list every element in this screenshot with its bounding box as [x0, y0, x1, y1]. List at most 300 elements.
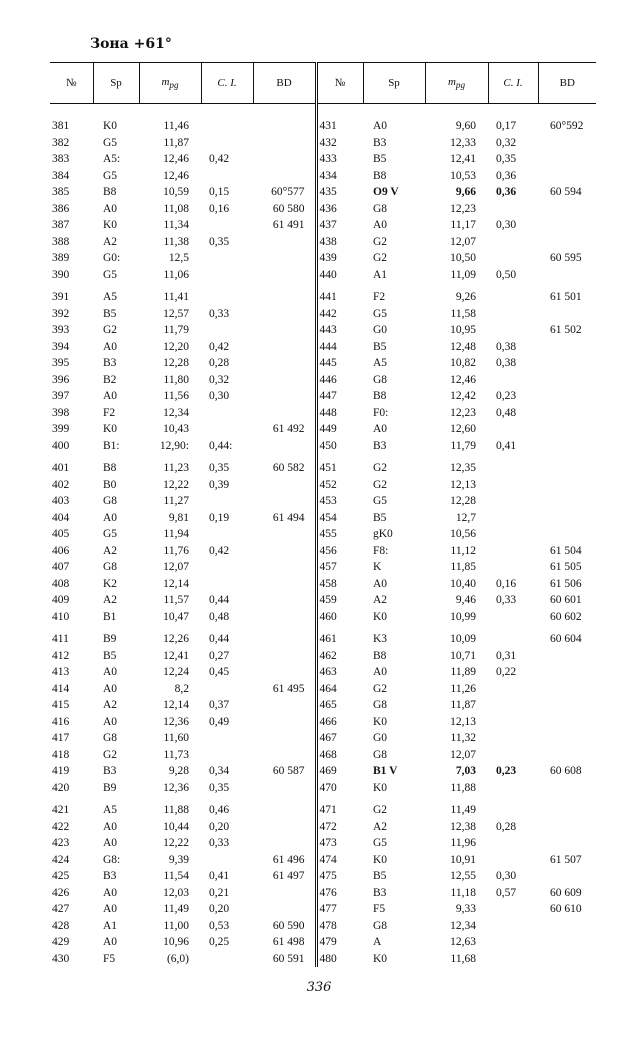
right-spectral-type: A1: [373, 268, 388, 281]
right-spectral-type: G8: [373, 748, 388, 761]
right-spectral-type: G0: [373, 324, 388, 336]
table-row: [50, 697, 596, 714]
magnitude: 9,81: [168, 511, 189, 524]
right-magnitude: 12,35: [450, 462, 476, 474]
color-index: [201, 250, 253, 267]
color-index: 0,16: [209, 202, 230, 215]
right-color-index: 0,30: [496, 870, 517, 882]
color-index: 0,44: [209, 633, 230, 645]
bd-number: 61 497: [272, 870, 305, 882]
table-row: [50, 201, 596, 218]
right-magnitude: 10,91: [450, 853, 476, 866]
magnitude: 10,96: [163, 936, 189, 948]
right-color-index: [488, 625, 538, 648]
magnitude: 11,08: [163, 202, 189, 215]
right-color-index: 0,38: [496, 357, 517, 369]
right-row-number: 473: [316, 835, 363, 852]
table-row: [50, 763, 596, 780]
magnitude: 11,23: [163, 462, 189, 474]
magnitude: 12,14: [163, 699, 189, 711]
right-color-index: [488, 201, 538, 218]
color-index: [201, 681, 253, 698]
right-color-index: [488, 697, 538, 714]
table-row: [50, 184, 596, 201]
row-number: 415: [52, 699, 70, 711]
row-number: 389: [52, 252, 70, 264]
color-index: 0,42: [209, 340, 230, 353]
spectral-type: B5: [103, 649, 117, 662]
right-row-number: 441: [316, 283, 363, 306]
right-magnitude: 11,96: [450, 837, 476, 849]
right-spectral-type: K0: [373, 952, 388, 965]
right-color-index: [488, 835, 538, 852]
table-row: [50, 835, 596, 852]
magnitude: 12,34: [163, 406, 189, 419]
right-spectral-type: F2: [373, 291, 386, 303]
magnitude: 11,87: [163, 136, 189, 149]
right-bd-number: [538, 372, 596, 389]
right-spectral-type: B5: [373, 340, 387, 353]
table-row: [50, 104, 596, 135]
row-number: 429: [52, 936, 70, 948]
row-number: 393: [52, 324, 70, 336]
color-index: 0,30: [209, 390, 230, 402]
table-row: [50, 283, 596, 306]
right-row-number: 443: [316, 322, 363, 339]
color-index: [201, 526, 253, 543]
header-mag-2: $m_{pg}$: [425, 63, 488, 104]
right-magnitude: 12,42: [450, 390, 476, 402]
color-index: 0,42: [209, 153, 230, 165]
table-row: [50, 868, 596, 885]
magnitude: 11,46: [163, 120, 189, 132]
right-magnitude: 10,56: [450, 528, 476, 540]
right-spectral-type: B3: [373, 136, 387, 149]
spectral-type: A2: [103, 594, 118, 606]
zone-title: Зона +61°: [90, 36, 172, 52]
spectral-type: G5: [103, 169, 118, 182]
color-index: 0,49: [209, 715, 230, 728]
spectral-type: B3: [103, 870, 117, 882]
right-bd-number: [538, 493, 596, 510]
bd-number: [253, 625, 316, 648]
right-row-number: 466: [316, 714, 363, 731]
right-bd-number: [538, 796, 596, 819]
spectral-type: A0: [103, 511, 118, 524]
right-spectral-type: A2: [373, 594, 388, 606]
spectral-type: B9: [103, 633, 117, 645]
right-row-number: 460: [316, 609, 363, 626]
right-row-number: 455: [316, 526, 363, 543]
right-row-number: 462: [316, 648, 363, 665]
right-row-number: 457: [316, 559, 363, 576]
right-row-number: 475: [316, 868, 363, 885]
row-number: 414: [52, 682, 70, 695]
table-row: [50, 543, 596, 560]
right-bd-number: [538, 477, 596, 494]
color-index: 0,35: [209, 781, 230, 794]
color-index: 0,33: [209, 837, 230, 849]
spectral-type: A0: [103, 820, 118, 833]
magnitude: 12,46: [163, 153, 189, 165]
bd-number: 61 495: [272, 682, 305, 695]
right-magnitude: 12,48: [450, 340, 476, 353]
right-magnitude: 11,09: [450, 268, 476, 281]
right-bd-number: [538, 306, 596, 323]
spectral-type: K0: [103, 120, 118, 132]
right-magnitude: 9,60: [455, 120, 476, 132]
spectral-type: A0: [103, 682, 118, 695]
spectral-type: A0: [103, 202, 118, 215]
magnitude: 11,73: [163, 748, 189, 761]
color-index: 0,34: [209, 765, 230, 777]
right-color-index: [488, 526, 538, 543]
spectral-type: G5: [103, 136, 118, 149]
bd-number: [253, 438, 316, 455]
spectral-type: A0: [103, 903, 118, 915]
right-color-index: [488, 454, 538, 477]
right-row-number: 459: [316, 592, 363, 609]
right-bd-number: [538, 526, 596, 543]
right-spectral-type: G8: [373, 202, 388, 215]
color-index: 0,44:: [209, 439, 233, 452]
row-number: 400: [52, 439, 70, 452]
right-color-index: [488, 609, 538, 626]
spectral-type: A0: [103, 715, 118, 728]
right-bd-number: [538, 681, 596, 698]
right-row-number: 468: [316, 747, 363, 764]
bd-number: [253, 493, 316, 510]
right-spectral-type: G8: [373, 373, 388, 386]
right-magnitude: 12,34: [450, 919, 476, 932]
right-magnitude: 9,33: [455, 903, 476, 915]
magnitude: (6,0): [166, 952, 189, 965]
color-index: 0,20: [209, 903, 230, 915]
right-color-index: 0,30: [496, 219, 517, 231]
right-row-number: 476: [316, 885, 363, 902]
magnitude: 11,06: [163, 268, 189, 281]
right-color-index: [488, 796, 538, 819]
row-number: 402: [52, 478, 70, 491]
right-row-number: 451: [316, 454, 363, 477]
row-number: 397: [52, 390, 70, 402]
spectral-type: A5:: [103, 153, 121, 165]
row-number: 427: [52, 903, 70, 915]
right-spectral-type: G2: [373, 478, 388, 491]
right-spectral-type: A: [373, 936, 382, 948]
bd-number: [253, 730, 316, 747]
table-row: [50, 151, 596, 168]
row-number: 391: [52, 291, 70, 303]
right-row-number: 467: [316, 730, 363, 747]
table-row: [50, 730, 596, 747]
right-row-number: 465: [316, 697, 363, 714]
header-num: №: [50, 63, 93, 104]
right-spectral-type: A5: [373, 357, 388, 369]
right-magnitude: 12,23: [450, 406, 476, 419]
right-color-index: 0,57: [496, 886, 517, 899]
magnitude: 12,90:: [159, 439, 189, 452]
color-index: [201, 421, 253, 438]
magnitude: 12,5: [168, 252, 189, 264]
right-spectral-type: B8: [373, 649, 387, 662]
right-bd-number: [538, 438, 596, 455]
right-magnitude: 10,71: [450, 649, 476, 662]
color-index: 0,46: [209, 804, 230, 816]
right-bd-number: [538, 168, 596, 185]
spectral-type: A0: [103, 886, 118, 899]
right-row-number: 477: [316, 901, 363, 918]
right-color-index: [488, 934, 538, 951]
right-spectral-type: G5: [373, 837, 388, 849]
bd-number: 61 494: [272, 511, 305, 524]
spectral-type: F5: [103, 952, 116, 965]
right-magnitude: 12,07: [450, 748, 476, 761]
right-bd-number: [538, 388, 596, 405]
bd-number: [253, 543, 316, 560]
right-magnitude: 9,46: [455, 594, 476, 606]
row-number: 396: [52, 373, 70, 386]
magnitude: 10,43: [163, 423, 189, 435]
row-number: 381: [52, 120, 70, 132]
table-row: [50, 901, 596, 918]
bd-number: [253, 697, 316, 714]
right-color-index: [488, 477, 538, 494]
table-row: [50, 747, 596, 764]
right-magnitude: 11,12: [450, 544, 476, 557]
spectral-type: A5: [103, 291, 118, 303]
table-row: [50, 355, 596, 372]
right-row-number: 472: [316, 819, 363, 836]
bd-number: [253, 339, 316, 356]
right-magnitude: 10,99: [450, 610, 476, 623]
right-magnitude: 12,33: [450, 136, 476, 149]
bd-number: [253, 322, 316, 339]
color-index: [201, 493, 253, 510]
right-row-number: 432: [316, 135, 363, 152]
right-magnitude: 11,68: [450, 952, 476, 965]
magnitude: 12,03: [163, 886, 189, 899]
color-index: [201, 405, 253, 422]
row-number: 385: [52, 186, 70, 198]
right-bd-number: [538, 135, 596, 152]
right-spectral-type: G0: [373, 732, 388, 744]
right-spectral-type: G5: [373, 495, 388, 507]
right-magnitude: 12,13: [450, 478, 476, 491]
right-spectral-type: K: [373, 561, 382, 573]
right-bd-number: [538, 454, 596, 477]
right-color-index: [488, 559, 538, 576]
row-number: 422: [52, 820, 70, 833]
right-color-index: [488, 510, 538, 527]
table-body: [50, 104, 596, 968]
color-index: 0,15: [209, 186, 230, 198]
right-row-number: 447: [316, 388, 363, 405]
magnitude: 11,60: [163, 732, 189, 744]
right-spectral-type: B5: [373, 870, 387, 882]
right-row-number: 454: [316, 510, 363, 527]
spectral-type: B9: [103, 781, 117, 794]
bd-number: [253, 609, 316, 626]
right-row-number: 450: [316, 438, 363, 455]
bd-number: 61 496: [272, 853, 305, 866]
right-magnitude: 11,88: [450, 781, 476, 794]
right-spectral-type: B1 V: [373, 765, 398, 777]
row-number: 383: [52, 153, 70, 165]
right-spectral-type: B3: [373, 439, 387, 452]
right-spectral-type: G2: [373, 682, 388, 695]
magnitude: 12,46: [163, 169, 189, 182]
right-row-number: 448: [316, 405, 363, 422]
spectral-type: B3: [103, 765, 117, 777]
color-index: 0,33: [209, 307, 230, 320]
color-index: [201, 747, 253, 764]
spectral-type: B3: [103, 357, 117, 369]
right-color-index: [488, 493, 538, 510]
right-bd-number: [538, 835, 596, 852]
row-number: 388: [52, 235, 70, 248]
magnitude: 11,76: [163, 544, 189, 557]
right-color-index: [488, 918, 538, 935]
row-number: 413: [52, 666, 70, 678]
right-magnitude: 12,7: [455, 511, 476, 524]
right-bd-number: [538, 201, 596, 218]
right-row-number: 439: [316, 250, 363, 267]
right-bd-number: [538, 697, 596, 714]
spectral-type: B0: [103, 478, 117, 491]
right-bd-number: [538, 819, 596, 836]
right-bd-number: 60 609: [550, 886, 582, 899]
page-number: 336: [306, 980, 332, 995]
row-number: 420: [52, 781, 70, 794]
spectral-type: K2: [103, 577, 118, 590]
table-row: [50, 217, 596, 234]
right-magnitude: 9,66: [455, 186, 476, 198]
right-magnitude: 12,28: [450, 495, 476, 507]
magnitude: 12,28: [163, 357, 189, 369]
right-bd-number: 61 501: [550, 291, 582, 303]
right-magnitude: 12,41: [450, 153, 476, 165]
right-color-index: 0,22: [496, 666, 517, 678]
magnitude: 11,49: [163, 903, 189, 915]
row-number: 423: [52, 837, 70, 849]
right-spectral-type: A0: [373, 120, 388, 132]
bd-number: [253, 901, 316, 918]
bd-number: [253, 477, 316, 494]
right-spectral-type: B5: [373, 153, 387, 165]
spectral-type: G5: [103, 268, 118, 281]
right-magnitude: 11,79: [450, 439, 476, 452]
color-index: 0,45: [209, 666, 230, 678]
spectral-type: G8: [103, 732, 118, 744]
magnitude: 12,26: [163, 633, 189, 645]
magnitude: 11,38: [163, 235, 189, 248]
right-row-number: 433: [316, 151, 363, 168]
bd-number: [253, 526, 316, 543]
right-color-index: 0,31: [496, 649, 517, 662]
bd-number: [253, 355, 316, 372]
right-magnitude: 11,32: [450, 732, 476, 744]
magnitude: 12,24: [163, 666, 189, 678]
right-bd-number: [538, 267, 596, 284]
right-row-number: 463: [316, 664, 363, 681]
right-color-index: [488, 730, 538, 747]
row-number: 394: [52, 340, 70, 353]
magnitude: 12,14: [163, 577, 189, 590]
table-row: [50, 576, 596, 593]
color-index: 0,25: [209, 936, 230, 948]
spectral-type: G8: [103, 561, 118, 573]
right-color-index: 0,23: [496, 765, 517, 777]
right-bd-number: 61 507: [550, 853, 582, 866]
table-row: [50, 681, 596, 698]
bd-number: [253, 885, 316, 902]
right-spectral-type: G8: [373, 919, 388, 932]
color-index: [201, 852, 253, 869]
right-spectral-type: A0: [373, 577, 388, 590]
right-bd-number: 61 505: [550, 561, 582, 573]
spectral-type: B2: [103, 373, 117, 386]
right-magnitude: 12,23: [450, 202, 476, 215]
right-color-index: 0,28: [496, 820, 517, 833]
right-bd-number: 61 506: [550, 577, 582, 590]
spectral-type: A2: [103, 699, 118, 711]
right-color-index: [488, 681, 538, 698]
magnitude: 9,39: [168, 853, 189, 866]
spectral-type: B8: [103, 462, 117, 474]
row-number: 417: [52, 732, 70, 744]
table-header: [50, 63, 596, 104]
right-spectral-type: F0:: [373, 406, 389, 419]
right-row-number: 435: [316, 184, 363, 201]
row-number: 401: [52, 462, 70, 474]
row-number: 387: [52, 219, 70, 231]
right-spectral-type: K0: [373, 715, 388, 728]
table-row: [50, 267, 596, 284]
table-row: [50, 625, 596, 648]
magnitude: 11,94: [163, 528, 189, 540]
magnitude: 12,36: [163, 715, 189, 728]
bd-number: [253, 372, 316, 389]
spectral-type: A0: [103, 390, 118, 402]
right-magnitude: 10,09: [450, 633, 476, 645]
star-catalog-table: [50, 62, 596, 967]
right-color-index: 0,36: [496, 169, 517, 182]
right-color-index: [488, 852, 538, 869]
table-row: [50, 918, 596, 935]
bd-number: [253, 283, 316, 306]
color-index: 0,42: [209, 544, 230, 557]
right-row-number: 469: [316, 763, 363, 780]
table-row: [50, 135, 596, 152]
bd-number: [253, 151, 316, 168]
magnitude: 11,80: [163, 373, 189, 386]
spectral-type: A0: [103, 936, 118, 948]
row-number: 408: [52, 577, 70, 590]
right-row-number: 453: [316, 493, 363, 510]
right-bd-number: [538, 405, 596, 422]
right-bd-number: [538, 780, 596, 797]
right-bd-number: 60 608: [550, 765, 582, 777]
row-number: 424: [52, 853, 70, 866]
table-row: [50, 592, 596, 609]
magnitude: 11,54: [163, 870, 189, 882]
right-row-number: 479: [316, 934, 363, 951]
right-row-number: 438: [316, 234, 363, 251]
color-index: 0,20: [209, 820, 230, 833]
row-number: 403: [52, 495, 70, 507]
row-number: 406: [52, 544, 70, 557]
